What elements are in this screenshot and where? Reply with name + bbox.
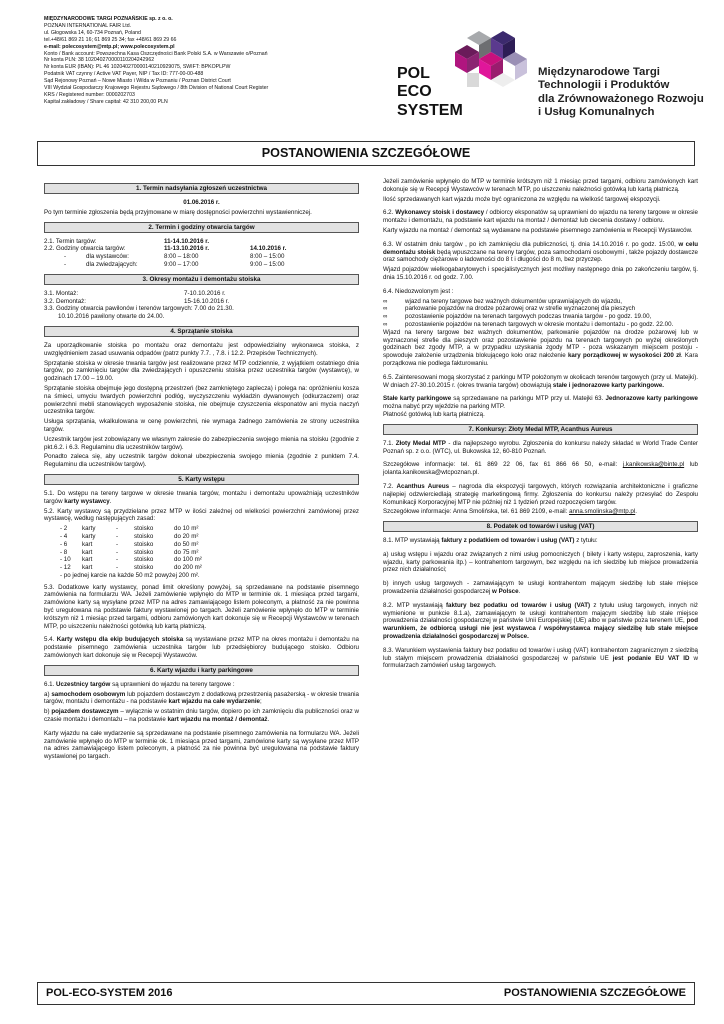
cell: - 6	[60, 540, 68, 548]
permits-6-2	[383, 209, 698, 225]
fair-dates-label: 2.1. Termin targów:	[44, 237, 97, 245]
dismantling-row	[44, 298, 359, 306]
cell: kart	[82, 540, 93, 548]
text: a)	[44, 690, 52, 698]
cell: do 20 m²	[174, 532, 199, 540]
dash: -	[64, 253, 67, 261]
allocation-extra: - po jednej karcie na każde 50 m2 powyżej 200 m².	[60, 571, 200, 579]
text: 7.1.	[383, 439, 396, 447]
tagline-line: Technologii i Produktów	[538, 79, 670, 92]
opening-hours-label: 2.2. Godziny otwarcia targów:	[44, 245, 126, 253]
text: – nagroda dla ekspozycji targowych, których rozwiązania architektoniczne i graficzne najlepiej odzwierciedlają strategię marketingową firmy. Zgłoszenia do konkursu należy przesyłać do Zespołu Komunikacji Korporacyjnej MTP nie później niż 1 tydzień przed rozpoczęciem targów.	[383, 482, 698, 506]
pavilion-hours: 3.3. Godziny otwarcia pawilonów i terenów targowych: 7.00 do 21.30.	[44, 305, 234, 313]
bullet-text: parkowanie pojazdów na drodze pożarowej oraz w strefie wyznaczonej dla pieszych	[405, 305, 636, 313]
vat-8-1	[383, 537, 698, 545]
share-capital: Kapitał zakładowy / Share capital: 42 310 200,00 PLN	[44, 98, 168, 105]
exhibitors-hours-row	[44, 253, 359, 261]
opening-hours-dates-b: 14.10.2016 r.	[250, 245, 287, 253]
cleaning-paragraph: Uczestnik targów jest zobowiązany we własnym zakresie do zabezpieczenia swojego mienia na stoisku (zgodnie z pkt.6.2. i 6.3. Regulaminu dla uczestników targów).	[44, 435, 359, 451]
page-title: POSTANOWIENIA SZCZEGÓŁOWE	[37, 141, 695, 166]
permits-paragraph: Karty wjazdu na montaż / demontaż są wydawane na podstawie pisemnego zamówienia w Recepcji Wystawców.	[383, 226, 693, 234]
company-phone: tel.+48/61 869 21 16; 61 869 25 34; fax +48/61 869 29 66	[44, 36, 177, 43]
text-bold: stałe i jednorazowe karty parkingowe.	[552, 381, 664, 389]
text: ;	[260, 698, 262, 706]
bank-account: Konto / Bank account: Powszechna Kasa Oszczędności Bank Polski S.A. w Warszawie o/Poznań	[44, 50, 268, 57]
text: / odbiorcy eksponatów są uprawnieni do wjazdu na tereny targowe w okresie montażu i demontażu, na podstawie kart wjazdu na montaż / demontaż lub ciecenia dostawy / odbioru.	[383, 209, 698, 225]
bullet-text: pozostawienie pojazdów na terenach targowych w okresie montażu i demontażu - po godz. 22.00.	[405, 320, 674, 328]
logo-word-system: SYSTEM	[397, 102, 463, 119]
setup-label: 3.1. Montaż:	[44, 289, 79, 297]
prohibited-item	[383, 321, 698, 329]
text-bold: Stałe karty parkingowe	[383, 395, 452, 403]
section-heading-5: 5. Karty wstępu	[44, 474, 359, 485]
parking-payment: Płatność gotówką lub kartą płatniczą.	[383, 410, 485, 418]
text-bold: w celu demontażu stoisk	[383, 240, 698, 256]
cell: -	[116, 540, 119, 548]
text: .	[635, 508, 637, 516]
cell: stoisko	[134, 564, 154, 572]
parking-6-5	[383, 374, 698, 390]
text-bold: faktury z podatkiem od towarów i usług (VAT)	[441, 537, 575, 545]
court-info: Sąd Rejonowy Poznań – Nowe Miasto i Wilda w Poznaniu / Poznan District Court	[44, 78, 231, 85]
entry-cards-5-1	[44, 490, 359, 506]
exhibitors-label: dla wystawców:	[86, 253, 129, 261]
company-address: ul. Głogowska 14, 60-734 Poznań, Poland	[44, 29, 141, 36]
cell: do 50 m²	[174, 540, 199, 548]
prohibited-item	[383, 305, 698, 313]
text: Wjazd na tereny targowe bez ważnych dokumentów, parkowanie pojazdów na drodze pożarowej lub w wyznaczonej strefie dla pieszych oraz pozostawienie pojazdu na terenach targowych po wyżej określonych godzinach bez zgody MTP, a w przypadku uzyskania zgody MTP - poza wskazanym miejscem postoju - spowoduje założenie urządzenia blokującego koło oraz nałożenie	[383, 328, 698, 360]
text: 6.1.	[44, 680, 57, 688]
vat-info: Podatnik VAT czynny / Active VAT Payer, NIP / Tax ID: 777-00-00-488	[44, 71, 204, 78]
logo-word-eco: ECO	[397, 83, 432, 100]
court-division: VIII Wydział Gospodarczy Krajowego Rejestru Sądowego / 8th Division of National Court Register	[44, 85, 269, 92]
permits-paragraph: Jeżeli zamówienie wpłynęło do MTP w terminie krótszym niż 1 miesiąc przed targami, odbioru zamówionych kart dokonuje się w Recepcji Wystawców w terenach MTP, po uiszczeniu należności gotówką lub kartą płatniczą.	[383, 178, 698, 193]
text-bold: Karty wstępu dla ekip budujących stoiska	[56, 636, 184, 644]
text: 8.1. MTP wystawiają	[383, 537, 442, 545]
footer-left: POL-ECO-SYSTEM 2016	[46, 987, 173, 999]
text: z tytułu usług targowych, innych niż wymienione w punkcie 8.1.a), zamawiającym te usługi kontrahentom mającym siedzibę lub stałe miejsce prowadzenia działalności gospodarczej w państwie Unii Europejskiej (UE) albo w państwie poza terenem UE,	[383, 601, 698, 625]
dismantling-dates: 15-16.10.2016 r.	[184, 297, 230, 305]
dismantling-label: 3.2. Demontaż:	[44, 297, 86, 305]
vat-8-2	[383, 602, 698, 641]
tagline-line: Międzynarodowe Targi	[538, 66, 660, 78]
text: .	[267, 716, 270, 724]
cell: karty	[82, 532, 96, 540]
text-bold: w Polsce	[492, 588, 519, 596]
prohibited-item	[383, 313, 698, 321]
text: .	[518, 588, 521, 596]
vat-8-3	[383, 647, 698, 670]
cell: stoisko	[134, 548, 154, 556]
cell: stoisko	[134, 556, 154, 564]
text-bold: jest podanie EU VAT ID	[612, 654, 690, 662]
company-email[interactable]: e-mail: polecosystem@mtp.pl; www.polecosystem.pl	[44, 43, 175, 50]
text: 7.2.	[383, 482, 397, 490]
cell: kart	[82, 556, 93, 564]
fair-dates-value: 11-14.10.2016 r.	[164, 237, 210, 245]
entry-cards-5-4	[44, 636, 359, 659]
text: 5.1. Do wstępu na tereny targowe w okresie trwania targów, montażu i demontażu upoważniają uczestników targów	[44, 489, 359, 505]
cell: - 8	[60, 548, 68, 556]
fair-dates-row	[44, 238, 359, 246]
cell: kart	[82, 548, 93, 556]
section-heading-7: 7. Konkursy: Złoty Medal MTP, Acanthus Aureus	[383, 424, 698, 435]
cell: -	[116, 556, 119, 564]
cell: - 10	[60, 556, 71, 564]
prohibited-item	[383, 298, 698, 306]
bullet-text: pozostawienie pojazdów na terenach targowych podczas trwania targów - po godz. 19.00,	[405, 313, 652, 321]
text: 6.3. W ostatnim dniu targów , po ich zamknięciu dla publiczności, tj. dnia 14.10.2016 r. po godz. 15:00,	[383, 240, 679, 248]
card-allocation-table	[44, 525, 359, 580]
text: - dla najlepszego wyrobu. Zgłoszenia do konkursu należy składać w World Trade Center Poznań sp. z o.o. (WTC), ul. Bukowska 12, 60-810 Poznań.	[383, 439, 698, 455]
opening-hours-dates-a: 11-13.10.2016 r.	[164, 245, 210, 253]
section-heading-6: 6. Karty wjazdu i karty parkingowe	[44, 665, 359, 676]
allocation-row	[60, 525, 359, 533]
penalty-paragraph	[383, 329, 698, 368]
tagline-line: i Usług Komunalnych	[538, 106, 655, 119]
pol-eco-system-logo	[395, 30, 535, 120]
logo-word-pol: POL	[397, 65, 430, 82]
cell: do 100 m²	[174, 556, 202, 564]
cell: stoisko	[134, 540, 154, 548]
visitors-hours-row	[44, 261, 359, 269]
permits-paragraph: Wjazd pojazdów wielkogabarytowych i specjalistycznych jest możliwy następnego dnia po zakończeniu targów, tj. dnia 15.10.2016 r. od godz. 7.00.	[383, 266, 698, 281]
cell: - 4	[60, 532, 68, 540]
section-heading-1: 1. Termin nadsyłania zgłoszeń uczestnictwa	[44, 183, 359, 194]
entry-cards-5-2: 5.2. Karty wystawcy są przydzielane przez MTP w ilości zależnej od wielkości powierzchni zamówionej przez wystawcę, według następujących zasad:	[44, 507, 359, 523]
allocation-row	[60, 541, 359, 549]
text-bold: samochodem osobowym	[51, 690, 126, 698]
account-eur: Nr konta EUR (IBAN): PL 46 102040270000140210929075, SWIFT: BPKOPLPW	[44, 64, 231, 71]
deadline-note: Po tym terminie zgłoszenia będą przyjmowane w miarę dostępności powierzchni wystawienniczej.	[44, 208, 312, 216]
text: 5.4.	[44, 636, 57, 644]
text-bold: Uczestnicy targów	[56, 680, 111, 688]
allocation-row	[60, 556, 359, 564]
text: 8.3. Warunkiem wystawienia faktury bez podatku od towarów i usług (VAT) kontrahentom zagranicznym z siedzibą lub stałym miejscem prowadzenia działalności gospodarczej w państwie UE	[383, 646, 698, 662]
text: w formularzach zamówień usług targowych.	[383, 654, 698, 670]
text: b) innych usług targowych - zamawiającym te usługi kontrahentom mającym siedzibę lub stałe miejsce prowadzenia działalności gospodarczej	[383, 580, 698, 596]
text-bold: kart wjazdu na montaż / demontaż	[167, 716, 268, 724]
text-bold: pojazdem dostawczym	[51, 708, 119, 716]
cell: do 75 m²	[174, 548, 199, 556]
visitors-label: dla zwiedzających:	[86, 260, 138, 268]
cell: -	[116, 564, 119, 572]
vat-8-1-b	[383, 580, 698, 596]
parking-cards	[383, 395, 698, 411]
section-heading-3: 3. Okresy montażu i demontażu stoiska	[44, 274, 359, 285]
section-heading-4: 4. Sprzątanie stoiska	[44, 326, 359, 337]
text: Szczegółowe informacje: Anna Smolińska, tel. 61 869 2109, e-mail:	[383, 508, 570, 516]
text: Szczegółowe informacje: tel. 61 869 22 06, fax 61 866 66 50, e-mail:	[383, 461, 623, 469]
text: b)	[44, 708, 52, 716]
text-bold: kary porządkowej w wysokości 200 zł	[567, 352, 681, 360]
left-column	[44, 178, 359, 763]
opening-hours-row	[44, 245, 359, 253]
company-name: MIĘDZYNARODOWE TARGI POZNAŃSKIE sp. z o. o.	[44, 16, 173, 22]
cell: -	[116, 532, 119, 540]
text-bold: Wykonawcy stoisk i dostawcy	[395, 209, 485, 217]
text: będą wpuszczane na tereny targów, poza samochodami osobowymi , także pojazdy dostawcze oraz samochody ciężarowe o ładowności do 8 t i długości do 8 m, bez przyczep.	[383, 248, 698, 264]
text: są wystawiane przez MTP na okres montażu i demontażu na podstawie pisemnego zamówienia uczestnika targów lub przedsiębiorcy budującego stoisko. Odbioru zamówionych kart dokonuje się w Recepcji Wystawców.	[44, 636, 360, 660]
section-heading-2: 2. Termin i godziny otwarcia targów	[44, 222, 359, 233]
contest-gold-medal-contact	[383, 461, 698, 477]
text-bold: Acanthus Aureus	[396, 482, 450, 490]
email-link[interactable]: anna.smolinska@mtp.pl	[569, 508, 636, 516]
dash: -	[64, 260, 67, 268]
prohibited-intro: 6.4. Niedozwolonym jest :	[383, 287, 454, 295]
section-heading-8: 8. Podatek od towarów i usług (VAT)	[383, 521, 698, 532]
company-info	[44, 16, 344, 106]
text: .	[109, 497, 112, 505]
bullet-icon: ∞	[383, 313, 388, 321]
cell: -	[116, 525, 119, 533]
cell: karty	[82, 525, 96, 533]
cell: - 12	[60, 564, 71, 572]
bullet-icon: ∞	[383, 305, 388, 313]
text: są sprzedawane na parkingu MTP przy ul. Matejki 63.	[451, 395, 606, 403]
cell: do 200 m²	[174, 564, 202, 572]
cell: do 10 m²	[174, 525, 199, 533]
entry-permits-6-1	[44, 681, 359, 689]
contest-acanthus-contact	[383, 508, 698, 516]
text-bold: kart wjazdu na całe wydarzenie	[168, 698, 260, 706]
cell: - 2	[60, 525, 68, 533]
email-link[interactable]: j.kanikowska@binte.pl	[622, 461, 685, 469]
text: 6.2.	[383, 209, 396, 217]
visitors-hours-b: 9:00 – 15:00	[250, 260, 285, 268]
bullet-icon: ∞	[383, 320, 388, 328]
allocation-row	[60, 564, 359, 572]
text: lub pojazdem dostawczym z dodatkową przestrzenią pasażerską - w okresie trwania targów, montażu i demontażu - na podstawie	[44, 690, 359, 706]
cleaning-paragraph: Za uporządkowanie stoiska po montażu oraz demontażu jest odpowiedzialny wykonawca stoiska, z uwzględnieniem zasad usuwania odpadów (patrz punkty 7.7. , 7.8. i 12.2. Przepisów Technicznych).	[44, 341, 359, 357]
text-bold: Złoty Medal MTP	[395, 439, 446, 447]
cell: kart	[82, 564, 93, 572]
cell: -	[116, 548, 119, 556]
cell: stoisko	[134, 532, 154, 540]
contest-gold-medal	[383, 440, 698, 456]
text-bold: karty wystawcy	[64, 497, 110, 505]
logo-cubes-graphic	[455, 31, 527, 87]
text-bold: Jednorazowe karty parkingowe	[605, 395, 698, 403]
text-bold: pod warunkiem, że odbiorcą usługi nie jest wystawca / współwystawca mający siedzibę lub stałe miejsce prowadzenia działalności gospodarczej w Polsce.	[383, 617, 698, 641]
cleaning-paragraph: Usługa sprzątania, wkalkulowana w cenę powierzchni, nie wymaga żadnego zamówienia ze strony uczestnika targów.	[44, 418, 359, 433]
exhibitors-hours-b: 8:00 – 15:00	[250, 253, 285, 261]
logo-tagline	[538, 66, 704, 120]
bullet-text: wjazd na tereny targowe bez ważnych dokumentów uprawniających do wjazdu,	[405, 297, 623, 305]
text-bold: faktury bez podatku od towarów i usług (VAT)	[445, 601, 591, 609]
cleaning-paragraph: Sprzątanie stoiska w okresie trwania targów jest realizowane przez MTP codziennie, z wyjątkiem ostatniego dnia targów, po zamknięciu targów dla zwiedzających i opuszczeniu stoiska przez uczestnika targów (wystawcę), w godzinach 17.00 – 19.00.	[44, 359, 359, 383]
pavilion-hours-note: 10.10.2016 pawilony otwarte do 24.00.	[58, 313, 165, 321]
text: . Kara porządkowa nie podlega fakturowaniu.	[383, 352, 698, 367]
text: z tytułu:	[574, 537, 598, 545]
exhibitors-hours-a: 8:00 – 18:00	[164, 253, 199, 261]
account-pln: Nr konta PLN: 38 102040270000110204242962	[44, 57, 155, 64]
text: lub jolanta.kanikowska@wtcpoznan.pl.	[383, 461, 698, 477]
permit-b	[44, 708, 359, 724]
cleaning-paragraph: Sprzątanie stoiska obejmuje jego dostępną przestrzeń (bez zamkniętego zaplecza) i polega na: opróżnieniu kosza na śmieci, umyciu twardych powierzchni podłóg, wyczyszczeniu wykładzin dywanowych (odkurzaczem) oraz powierzchni mebli stanowiących wyposażenie stoiska, nie obejmuje czyszczenia eksponatów ani mycia naczyń uczestnika targów.	[44, 384, 359, 416]
cell: stoisko	[134, 525, 154, 533]
text: 8.2. MTP wystawiają	[383, 601, 446, 609]
right-column	[383, 178, 698, 672]
footer-right: POSTANOWIENIA SZCZEGÓŁOWE	[503, 987, 686, 999]
company-name-en: POZNAN INTERNATIONAL FAIR Ltd.	[44, 22, 132, 29]
deadline-date: 01.06.2016 r.	[183, 199, 220, 206]
permit-a	[44, 691, 359, 707]
cleaning-paragraph: Ponadto zaleca się, aby uczestnik targów dokonał ubezpieczenia swojego mienia (zgodnie z punktem 7.4. Regulaminu dla uczestników targów).	[44, 453, 359, 469]
setup-row	[44, 290, 359, 298]
text: można nabyć przy wjeździe na parking MTP.	[383, 403, 505, 411]
bullet-icon: ∞	[383, 297, 388, 305]
visitors-hours-a: 9:00 – 17:00	[164, 260, 199, 268]
entry-permits-sale: Karty wjazdu na całe wydarzenie są sprzedawane na podstawie pisemnego zamówienia na formularzu WA. Jeżeli zamówienie wpłynęło do MTP w terminie ok. 1 miesiąca przed targami, zamówione karty są wysyłane przez MTP na adres zamawiającego listem poleconym, a płatność za nie powinna być uregulowana na podstawie faktury wystawionej po targach.	[44, 729, 359, 761]
text: – wyłącznie w ostatnim dniu targów, dopiero po ich zamknięciu dla publiczności oraz w czasie montażu i demontażu – na podstawie	[44, 708, 359, 724]
allocation-row	[60, 533, 359, 541]
allocation-row	[60, 549, 359, 557]
vat-8-1-a: a) usług wstępu i wjazdu oraz związanych z nimi usług pomocniczych ( bilety i karty wstępu, zaproszenia, karty wjazdu, karty parkowania itp.) – kontrahentom targowym, bez względu na ich siedzibę lub miejsce prowadzenia przez nich działalności;	[383, 550, 698, 574]
contest-acanthus	[383, 483, 698, 506]
krs-number: KRS / Registered number: 0000202703	[44, 91, 135, 98]
tagline-line: dla Zrównoważonego Rozwoju	[538, 92, 704, 105]
text: 6.5. Zainteresowani mogą skorzystać z parkingu MTP położonym w okolicach terenów targowych (przy ul. Matejki). W dniach 27-30.10.2015 r. (okres trwania targów) obowiązują	[383, 373, 698, 389]
text: są uprawnieni do wjazdu na tereny targowe :	[110, 680, 235, 688]
setup-dates: 7-10.10.2016 r.	[184, 289, 226, 297]
permits-paragraph: Ilość sprzedawanych kart wjazdu może być ograniczona ze względu na wielkość targowej ekspozycji.	[383, 195, 661, 203]
entry-cards-5-3: 5.3. Dodatkowe karty wystawcy, ponad limit określony powyżej, są sprzedawane na podstawie pisemnego zamówienia na formularzu WA. Jeżeli zamówienie wpłynęło do MTP w terminie ok. 1 miesiąca przed targami, zamówione karty są wysyłane przez MTP na adres zamawiającego listem poleconym, a płatność za nie powinna być uregulowana na podstawie faktury wystawionej po targach. Jeżeli zamówienie wpłynęło do MTP w terminie krótszym niż 1 miesiąc przed targami, odbioru zamówionych kart dokonuje się w Recepcji Wystawców w terenach MTP, po uiszczeniu należności gotówką lub kartą płatniczą.	[44, 583, 359, 630]
permits-6-3	[383, 241, 698, 264]
page-footer	[37, 982, 695, 1005]
